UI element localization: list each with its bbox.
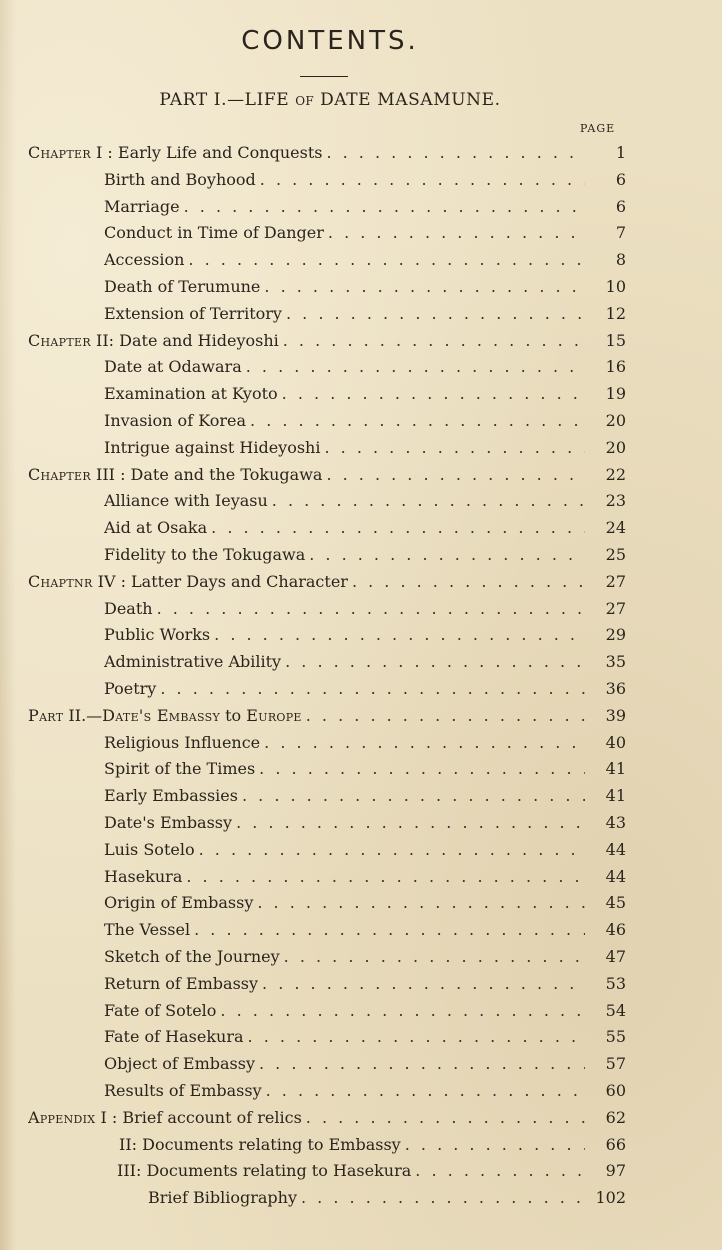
toc-entry-label: Object of Embassy bbox=[104, 1054, 255, 1074]
toc-entry-leader-line bbox=[104, 917, 585, 943]
dot-leader bbox=[259, 756, 585, 782]
toc-entry-page-number: 20 bbox=[605, 411, 626, 430]
toc-entry-label: II: Date and Hideyoshi bbox=[90, 330, 279, 350]
toc-entry bbox=[0, 596, 722, 622]
toc-entry-page-number: 19 bbox=[605, 384, 626, 404]
toc-entry-page-number: 22 bbox=[605, 464, 626, 484]
toc-entry-label: Accession bbox=[104, 250, 185, 270]
toc-entry-page-number: 47 bbox=[605, 947, 626, 966]
dot-leader bbox=[194, 917, 585, 943]
toc-entry-title bbox=[104, 408, 250, 434]
toc-entry-leader-line bbox=[104, 1051, 585, 1077]
toc-entry bbox=[0, 220, 722, 246]
toc-entry bbox=[0, 167, 722, 193]
toc-entry-label: III : Date and the Tokugawa bbox=[90, 464, 323, 484]
toc-entry-prefix: Part bbox=[28, 705, 64, 725]
toc-entry-title bbox=[148, 1185, 301, 1211]
dot-leader bbox=[199, 837, 585, 863]
toc-entry-leader-line bbox=[104, 1024, 585, 1050]
dot-leader bbox=[415, 1158, 585, 1184]
toc-entry-page-number: 10 bbox=[605, 277, 626, 296]
toc-entry-leader-line bbox=[104, 944, 585, 970]
dot-leader bbox=[248, 1024, 585, 1050]
dot-leader bbox=[246, 354, 585, 380]
dot-leader bbox=[306, 1105, 585, 1131]
toc-entry bbox=[0, 703, 722, 729]
toc-entry bbox=[0, 917, 722, 943]
toc-entry-page-number: 40 bbox=[605, 732, 626, 752]
toc-entry-page-number: 60 bbox=[605, 1081, 626, 1100]
dot-leader bbox=[284, 944, 585, 970]
toc-entry bbox=[0, 1158, 722, 1184]
toc-entry-title bbox=[104, 515, 211, 541]
toc-entry-page-number: 44 bbox=[605, 866, 626, 886]
toc-entry bbox=[0, 1051, 722, 1077]
toc-entry-label: Spirit of the Times bbox=[104, 759, 256, 779]
dot-leader bbox=[309, 542, 585, 568]
toc-entry bbox=[0, 649, 722, 675]
toc-entry-leader-line bbox=[104, 783, 585, 809]
toc-entry-page-number: 20 bbox=[605, 437, 626, 457]
toc-entry-label: II.— bbox=[63, 705, 103, 725]
toc-entry-leader-line bbox=[104, 998, 585, 1024]
toc-entry-label: Origin of Embassy bbox=[104, 893, 254, 913]
toc-entry-label: Religious Influence bbox=[104, 732, 261, 752]
toc-entry-prefix: Chapter bbox=[28, 143, 91, 162]
toc-entry-prefix: Appendix bbox=[28, 1107, 96, 1127]
toc-entry-title bbox=[28, 462, 326, 488]
toc-entry-page-number: 39 bbox=[605, 705, 626, 725]
toc-entry-title bbox=[104, 864, 186, 890]
dot-leader bbox=[257, 890, 585, 916]
toc-entry bbox=[0, 971, 722, 997]
toc-entry-label: Aid at Osaka bbox=[104, 518, 208, 538]
toc-entry bbox=[0, 1132, 722, 1158]
dot-leader bbox=[306, 703, 585, 729]
toc-entry-page-number: 23 bbox=[605, 491, 626, 511]
toc-entry bbox=[0, 783, 722, 809]
toc-entry-leader-line bbox=[104, 515, 585, 541]
toc-entry-page-number: 97 bbox=[605, 1161, 626, 1181]
toc-entry-label: I : Early Life and Conquests bbox=[90, 143, 323, 162]
dot-leader bbox=[211, 515, 585, 541]
toc-entry-leader-line bbox=[104, 890, 585, 916]
toc-entry-leader-line bbox=[28, 462, 585, 488]
toc-entry-label: Fate of Sotelo bbox=[104, 1000, 217, 1020]
toc-entry-page-number: 66 bbox=[605, 1134, 626, 1154]
toc-entry-title bbox=[104, 676, 160, 702]
toc-entry-leader-line bbox=[28, 1105, 585, 1131]
toc-entry-title bbox=[104, 1078, 266, 1104]
part-one-prefix: PART I.—LIFE bbox=[159, 90, 296, 110]
toc-entry-leader-line bbox=[28, 569, 585, 595]
toc-entry-title bbox=[28, 328, 283, 354]
toc-entry-title bbox=[28, 140, 326, 166]
dot-leader bbox=[259, 1051, 585, 1077]
toc-entry-label: Date's Embassy bbox=[104, 813, 233, 832]
dot-leader bbox=[282, 381, 585, 407]
toc-entry bbox=[0, 194, 722, 220]
toc-entry-title bbox=[104, 1051, 259, 1077]
toc-entry-page-number: 46 bbox=[605, 920, 626, 940]
toc-entry bbox=[0, 488, 722, 514]
toc-entry-label: Poetry bbox=[104, 679, 157, 698]
toc-entry-title bbox=[104, 1024, 248, 1050]
toc-entry-title bbox=[104, 488, 272, 514]
toc-entry-label: Results of Embassy bbox=[104, 1081, 262, 1100]
toc-entry-label: Sketch of the Journey bbox=[104, 947, 280, 966]
toc-entry-leader-line bbox=[104, 408, 585, 434]
dot-leader bbox=[328, 220, 585, 246]
toc-entry-page-number: 7 bbox=[615, 223, 626, 243]
toc-entry-title bbox=[117, 1158, 415, 1184]
toc-entry-title bbox=[104, 354, 246, 380]
page-column-label: PAGE bbox=[580, 122, 616, 135]
toc-entry-leader-line bbox=[104, 649, 585, 675]
toc-entry-leader-line bbox=[104, 622, 585, 648]
toc-entry-label: Conduct in Time of Danger bbox=[104, 223, 324, 243]
toc-entry-label: II: Documents relating to Embassy bbox=[119, 1134, 401, 1154]
part-one-of: of bbox=[295, 90, 315, 110]
toc-entry-label: Luis Sotelo bbox=[104, 839, 195, 859]
toc-entry-prefix: Chaptnr bbox=[28, 571, 93, 591]
dot-leader bbox=[184, 194, 585, 220]
toc-entry-title bbox=[104, 542, 309, 568]
toc-entry-leader-line bbox=[28, 703, 585, 729]
toc-entry-leader-line bbox=[104, 971, 585, 997]
toc-entry-page-number: 53 bbox=[605, 973, 626, 993]
toc-entry-title bbox=[104, 194, 184, 220]
toc-entry bbox=[0, 462, 722, 488]
toc-entry-label: Fidelity to the Tokugawa bbox=[104, 545, 306, 564]
toc-entry-leader-line bbox=[28, 328, 585, 354]
toc-entry-page-number: 1 bbox=[615, 143, 626, 162]
toc-entry bbox=[0, 810, 722, 836]
toc-entry bbox=[0, 328, 722, 354]
toc-entry-label: I : Brief account of relics bbox=[95, 1107, 302, 1127]
toc-entry-leader-line bbox=[104, 676, 585, 702]
toc-entry-title bbox=[28, 703, 306, 729]
toc-entry-title bbox=[104, 167, 260, 193]
toc-entry-title bbox=[119, 1132, 405, 1158]
page-title: CONTENTS. bbox=[241, 26, 419, 56]
toc-entry-leader-line bbox=[104, 354, 585, 380]
dot-leader bbox=[250, 408, 585, 434]
toc-entry-leader-line bbox=[104, 381, 585, 407]
toc-entry bbox=[0, 569, 722, 595]
toc-entry-leader-line bbox=[104, 542, 585, 568]
toc-entry-title bbox=[104, 435, 324, 461]
toc-entry-label: Death of Terumune bbox=[104, 277, 261, 296]
dot-leader bbox=[285, 649, 585, 675]
toc-entry-label: III: Documents relating to Hasekura bbox=[117, 1161, 412, 1181]
toc-entry-label: Date at Odawara bbox=[104, 357, 242, 377]
toc-entry-leader-line bbox=[104, 810, 585, 836]
toc-entry-page-number: 15 bbox=[605, 330, 626, 350]
toc-entry-label: Public Works bbox=[104, 625, 211, 645]
toc-entry-leader-line bbox=[104, 274, 585, 300]
toc-entry-page-number: 36 bbox=[605, 679, 626, 698]
toc-entry bbox=[0, 381, 722, 407]
toc-entry-title bbox=[104, 247, 188, 273]
toc-entry-page-number: 44 bbox=[605, 839, 626, 859]
toc-entry bbox=[0, 890, 722, 916]
title-rule bbox=[300, 76, 348, 77]
dot-leader bbox=[186, 864, 585, 890]
toc-entry bbox=[0, 998, 722, 1024]
toc-entry bbox=[0, 864, 722, 890]
toc-entry-title bbox=[28, 1105, 306, 1131]
dot-leader bbox=[272, 488, 585, 514]
toc-entry-smallcaps-title: Date's Embassy bbox=[102, 705, 221, 725]
dot-leader bbox=[283, 328, 585, 354]
toc-entry-connector: to bbox=[220, 705, 247, 725]
toc-entry-label: Marriage bbox=[104, 196, 180, 216]
toc-entry-label: Early Embassies bbox=[104, 786, 238, 806]
toc-entry bbox=[0, 515, 722, 541]
toc-entry-page-number: 12 bbox=[605, 303, 626, 323]
toc-entry bbox=[0, 756, 722, 782]
toc-entry-page-number: 41 bbox=[605, 759, 626, 779]
toc-entry-page-number: 57 bbox=[605, 1054, 626, 1074]
toc-entry-leader-line bbox=[104, 730, 585, 756]
toc-entry bbox=[0, 140, 722, 166]
dot-leader bbox=[264, 274, 585, 300]
dot-leader bbox=[188, 247, 585, 273]
toc-entry-title bbox=[104, 381, 282, 407]
toc-entry-label: Alliance with Ieyasu bbox=[104, 491, 268, 511]
toc-entry-label: Brief Bibliography bbox=[148, 1188, 297, 1208]
toc-entry-label: Examination at Kyoto bbox=[104, 384, 278, 404]
dot-leader bbox=[352, 569, 585, 595]
toc-entry-page-number: 24 bbox=[605, 518, 626, 538]
toc-entry-leader-line bbox=[28, 140, 585, 166]
toc-entry-page-number: 16 bbox=[605, 357, 626, 377]
toc-entry-page-number: 41 bbox=[605, 786, 626, 806]
toc-entry-label: Return of Embassy bbox=[104, 973, 259, 993]
toc-entry-leader-line bbox=[104, 864, 585, 890]
toc-entry bbox=[0, 542, 722, 568]
toc-entry-title bbox=[104, 783, 242, 809]
toc-entry-page-number: 27 bbox=[605, 571, 626, 591]
toc-entry-title bbox=[104, 274, 264, 300]
toc-entry-label: Administrative Ability bbox=[104, 652, 282, 672]
part-one-heading bbox=[0, 90, 660, 110]
toc-entry-leader-line bbox=[104, 194, 585, 220]
toc-entry bbox=[0, 435, 722, 461]
dot-leader bbox=[405, 1132, 585, 1158]
toc-entry-page-number: 102 bbox=[595, 1188, 626, 1208]
toc-entry-leader-line bbox=[104, 247, 585, 273]
toc-entry-smallcaps-place: Europe bbox=[246, 705, 302, 725]
toc-entry-label: Intrigue against Hideyoshi bbox=[104, 437, 321, 457]
dot-leader bbox=[286, 301, 585, 327]
dot-leader bbox=[326, 462, 585, 488]
toc-entry-label: IV : Latter Days and Character bbox=[92, 571, 348, 591]
toc-entry-prefix: Chapter bbox=[28, 330, 91, 350]
toc-entry-title bbox=[104, 301, 286, 327]
toc-entry-leader-line bbox=[104, 596, 585, 622]
toc-entry-leader-line bbox=[104, 435, 585, 461]
toc-entry-label: The Vessel bbox=[104, 920, 191, 940]
toc-entry-label: Fate of Hasekura bbox=[104, 1027, 244, 1047]
toc-entry-title bbox=[104, 890, 257, 916]
dot-leader bbox=[266, 1078, 585, 1104]
toc-entry bbox=[0, 730, 722, 756]
toc-entry-page-number: 55 bbox=[605, 1027, 626, 1047]
toc-entry-leader-line bbox=[104, 167, 585, 193]
toc-entry-leader-line bbox=[148, 1185, 585, 1211]
toc-entry-leader-line bbox=[104, 301, 585, 327]
toc-entry bbox=[0, 274, 722, 300]
dot-leader bbox=[262, 971, 585, 997]
toc-entry-title bbox=[104, 622, 214, 648]
dot-leader bbox=[160, 676, 585, 702]
dot-leader bbox=[157, 596, 585, 622]
toc-entry-page-number: 27 bbox=[605, 598, 626, 618]
toc-entry bbox=[0, 301, 722, 327]
toc-entry-label: Extension of Territory bbox=[104, 303, 282, 323]
dot-leader bbox=[236, 810, 585, 836]
toc-entry-title bbox=[104, 998, 220, 1024]
dot-leader bbox=[326, 140, 585, 166]
toc-entry-title bbox=[104, 649, 285, 675]
toc-entry-title bbox=[104, 756, 259, 782]
toc-entry-page-number: 35 bbox=[605, 652, 626, 672]
toc-entry bbox=[0, 676, 722, 702]
toc-entry-page-number: 45 bbox=[605, 893, 626, 913]
toc-entry-leader-line bbox=[104, 488, 585, 514]
toc-entry-label: Death bbox=[104, 598, 153, 618]
dot-leader bbox=[214, 622, 585, 648]
toc-entry-title bbox=[104, 944, 284, 970]
dot-leader bbox=[242, 783, 585, 809]
toc-entry-leader-line bbox=[117, 1158, 585, 1184]
toc-entry bbox=[0, 1105, 722, 1131]
part-one-suffix: DATE MASAMUNE. bbox=[314, 90, 501, 110]
dot-leader bbox=[324, 435, 585, 461]
dot-leader bbox=[260, 167, 585, 193]
toc-entry-title bbox=[104, 596, 157, 622]
toc-entry-label: Birth and Boyhood bbox=[104, 169, 256, 189]
toc-entry-prefix: Chapter bbox=[28, 464, 91, 484]
toc-entry bbox=[0, 944, 722, 970]
dot-leader bbox=[301, 1185, 585, 1211]
toc-entry-label: Invasion of Korea bbox=[104, 411, 247, 430]
toc-entry-leader-line bbox=[104, 220, 585, 246]
toc-entry-page-number: 43 bbox=[605, 813, 626, 832]
toc-entry-title bbox=[104, 971, 262, 997]
toc-entry-page-number: 29 bbox=[605, 625, 626, 645]
toc-entry-leader-line bbox=[104, 1078, 585, 1104]
toc-entry-page-number: 25 bbox=[605, 545, 626, 564]
toc-entry bbox=[0, 622, 722, 648]
toc-entry-leader-line bbox=[119, 1132, 585, 1158]
dot-leader bbox=[220, 998, 585, 1024]
toc-entry-leader-line bbox=[104, 837, 585, 863]
toc-entry-page-number: 54 bbox=[605, 1000, 626, 1020]
toc-entry bbox=[0, 354, 722, 380]
toc-entry-page-number: 62 bbox=[605, 1107, 626, 1127]
toc-entry bbox=[0, 1024, 722, 1050]
toc-entry-page-number: 6 bbox=[615, 196, 626, 216]
dot-leader bbox=[264, 730, 585, 756]
toc-entry bbox=[0, 247, 722, 273]
toc-entry-leader-line bbox=[104, 756, 585, 782]
toc-entry bbox=[0, 837, 722, 863]
toc-entry bbox=[0, 1078, 722, 1104]
toc-entry-page-number: 8 bbox=[615, 250, 626, 270]
toc-entry-page-number: 6 bbox=[615, 169, 626, 189]
toc-entry-title bbox=[104, 810, 236, 836]
toc-entry-title bbox=[104, 220, 328, 246]
toc-entry bbox=[0, 408, 722, 434]
toc-entry-title bbox=[104, 730, 264, 756]
toc-entry-title bbox=[104, 837, 199, 863]
toc-entry-title bbox=[28, 569, 352, 595]
toc-entry-label: Hasekura bbox=[104, 866, 183, 886]
toc-entry bbox=[0, 1185, 722, 1211]
toc-entry-title bbox=[104, 917, 194, 943]
